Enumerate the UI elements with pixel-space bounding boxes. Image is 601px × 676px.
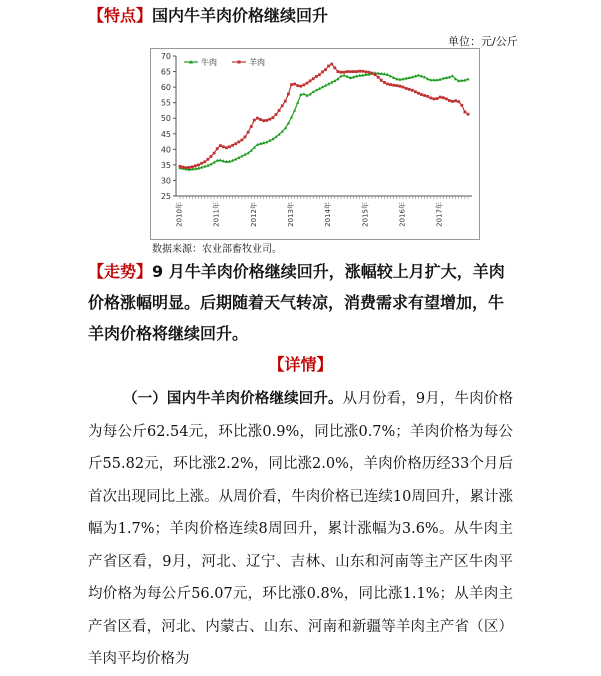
mutton-point <box>228 145 231 148</box>
x-year-label: 2016年 <box>398 201 407 227</box>
mutton-point <box>392 84 395 87</box>
mutton-point <box>265 119 268 122</box>
mutton-point <box>355 70 358 73</box>
mutton-point <box>278 109 281 112</box>
y-tick-label: 25 <box>160 192 171 201</box>
mutton-point <box>281 104 284 107</box>
mutton-point <box>423 94 426 97</box>
mutton-point <box>377 76 380 79</box>
mutton-point <box>303 84 306 87</box>
detail-heading: 【详情】 <box>268 355 333 374</box>
mutton-point <box>408 88 411 91</box>
mutton-point <box>200 162 203 165</box>
mutton-point <box>241 139 244 142</box>
x-year-label: 2017年 <box>435 202 444 227</box>
mutton-point <box>436 97 439 100</box>
mutton-point <box>309 80 312 83</box>
mutton-point <box>203 160 206 163</box>
mutton-point <box>275 113 278 116</box>
mutton-point <box>361 70 364 73</box>
mutton-point <box>191 165 194 168</box>
mutton-point <box>395 84 398 87</box>
trend-text: 9 月牛羊肉价格继续回升，涨幅较上月扩大，羊肉价格涨幅明显。后期随着天气转凉，消费需求有望增加，牛羊肉价格将继续回升。 <box>88 262 505 343</box>
mutton-point <box>383 81 386 84</box>
unit-label: 单位：元/公斤 <box>448 35 518 48</box>
mutton-point <box>284 100 287 103</box>
mutton-point <box>340 71 343 74</box>
mutton-point <box>210 155 213 158</box>
detail-text: 从月份看，9月，牛肉价格为每公斤62.54元，环比涨0.9%，同比涨0.7%；羊肉价格为每公斤55.82元，环比涨2.2%，同比涨2.0%，羊肉价格历经33个月后首次出现同比上涨。从周价看，牛肉价格已连续10周回升，累计涨幅为1.7%；羊肉价格连续8周回升，累计涨幅为3.6%。从牛肉主产省区看，9月，河北、辽宁、吉林、山东和河南等主产区牛肉平均价格为每公斤56.07元，环比涨0.8%，同比涨1.1%；从羊肉主产省区看，河北、内蒙古、山东、河南和新疆等羊肉主产省（区）羊肉平均价格为 <box>88 391 513 667</box>
mutton-point <box>337 70 340 73</box>
mutton-point <box>194 164 197 167</box>
mutton-point <box>268 118 271 121</box>
mutton-point <box>185 166 188 169</box>
x-year-label: 2011年 <box>212 202 221 227</box>
mutton-point <box>318 73 321 76</box>
trend-tag: 【走势】 <box>88 262 153 281</box>
mutton-point <box>237 141 240 144</box>
mutton-point <box>358 70 361 73</box>
x-year-label: 2014年 <box>324 202 333 227</box>
legend-label: 羊肉 <box>249 58 265 67</box>
mutton-point <box>213 152 216 155</box>
y-tick-label: 65 <box>160 67 171 77</box>
mutton-point <box>207 158 210 161</box>
mutton-point <box>439 96 442 99</box>
mutton-point <box>454 99 457 102</box>
mutton-point <box>386 83 389 86</box>
mutton-point <box>402 86 405 89</box>
mutton-point <box>287 93 290 96</box>
mutton-point <box>349 70 352 73</box>
mutton-point <box>448 99 451 102</box>
feature-title: 国内牛羊肉价格继续回升 <box>152 6 329 25</box>
mutton-point <box>433 98 436 101</box>
y-tick-label: 45 <box>160 129 171 139</box>
mutton-point <box>451 100 454 103</box>
mutton-point <box>426 95 429 98</box>
mutton-point <box>445 98 448 101</box>
mutton-point <box>327 65 330 68</box>
mutton-point <box>368 71 371 74</box>
mutton-point <box>306 82 309 85</box>
data-source: 数据来源：农业部畜牧业司。 <box>152 244 282 255</box>
mutton-point <box>352 70 355 73</box>
mutton-point <box>231 144 234 147</box>
mutton-point <box>262 119 265 122</box>
mutton-point <box>219 144 222 147</box>
mutton-point <box>299 85 302 88</box>
mutton-point <box>315 75 318 78</box>
mutton-point <box>253 119 256 122</box>
mutton-point <box>225 146 228 149</box>
mutton-point <box>343 71 346 74</box>
y-tick-label: 30 <box>160 176 171 186</box>
mutton-point <box>429 97 432 100</box>
mutton-point <box>250 125 253 128</box>
mutton-point <box>420 93 423 96</box>
detail-paragraph <box>88 383 513 676</box>
mutton-point <box>321 71 324 74</box>
x-year-label: 2012年 <box>249 202 258 227</box>
mutton-point <box>188 166 191 169</box>
y-tick-label: 50 <box>160 114 171 124</box>
price-chart-svg <box>150 48 480 240</box>
mutton-point <box>324 68 327 71</box>
feature-tag: 【特点】 <box>88 6 153 25</box>
feature-header <box>88 3 328 26</box>
x-year-label: 2013年 <box>287 202 296 227</box>
y-tick-label: 70 <box>160 52 171 61</box>
mutton-point <box>380 79 383 82</box>
legend-marker <box>238 61 241 64</box>
mutton-point <box>405 87 408 90</box>
mutton-point <box>256 117 259 120</box>
mutton-point <box>411 89 414 92</box>
mutton-point <box>364 71 367 74</box>
mutton-point <box>296 84 299 87</box>
mutton-point <box>272 116 275 119</box>
mutton-point <box>312 77 315 80</box>
mutton-point <box>244 136 247 139</box>
mutton-point <box>179 165 182 168</box>
mutton-point <box>182 166 185 169</box>
x-year-label: 2010年 <box>175 202 184 227</box>
x-year-label: 2015年 <box>361 202 370 227</box>
mutton-point <box>247 131 250 134</box>
mutton-point <box>333 66 336 69</box>
mutton-point <box>467 113 470 116</box>
mutton-point <box>290 83 293 86</box>
mutton-point <box>457 100 460 103</box>
detail-subheading: （一）国内牛羊肉价格继续回升。 <box>123 391 343 407</box>
mutton-point <box>374 73 377 76</box>
mutton-point <box>464 111 467 114</box>
mutton-point <box>293 83 296 86</box>
mutton-point <box>414 90 417 93</box>
y-tick-label: 60 <box>160 83 171 93</box>
mutton-point <box>330 63 333 66</box>
mutton-point <box>346 70 349 73</box>
mutton-point <box>442 96 445 99</box>
mutton-point <box>399 85 402 88</box>
mutton-point <box>460 104 463 107</box>
trend-paragraph <box>88 256 518 349</box>
mutton-point <box>197 164 200 167</box>
price-chart <box>150 48 480 240</box>
mutton-point <box>222 145 225 148</box>
y-tick-label: 35 <box>160 160 171 170</box>
mutton-point <box>234 142 237 145</box>
mutton-point <box>371 72 374 75</box>
mutton-point <box>389 83 392 86</box>
y-tick-label: 40 <box>160 145 171 155</box>
legend-label: 牛肉 <box>201 58 217 67</box>
mutton-point <box>216 147 219 150</box>
y-tick-label: 55 <box>160 98 171 108</box>
mutton-point <box>259 118 262 121</box>
mutton-point <box>417 92 420 95</box>
